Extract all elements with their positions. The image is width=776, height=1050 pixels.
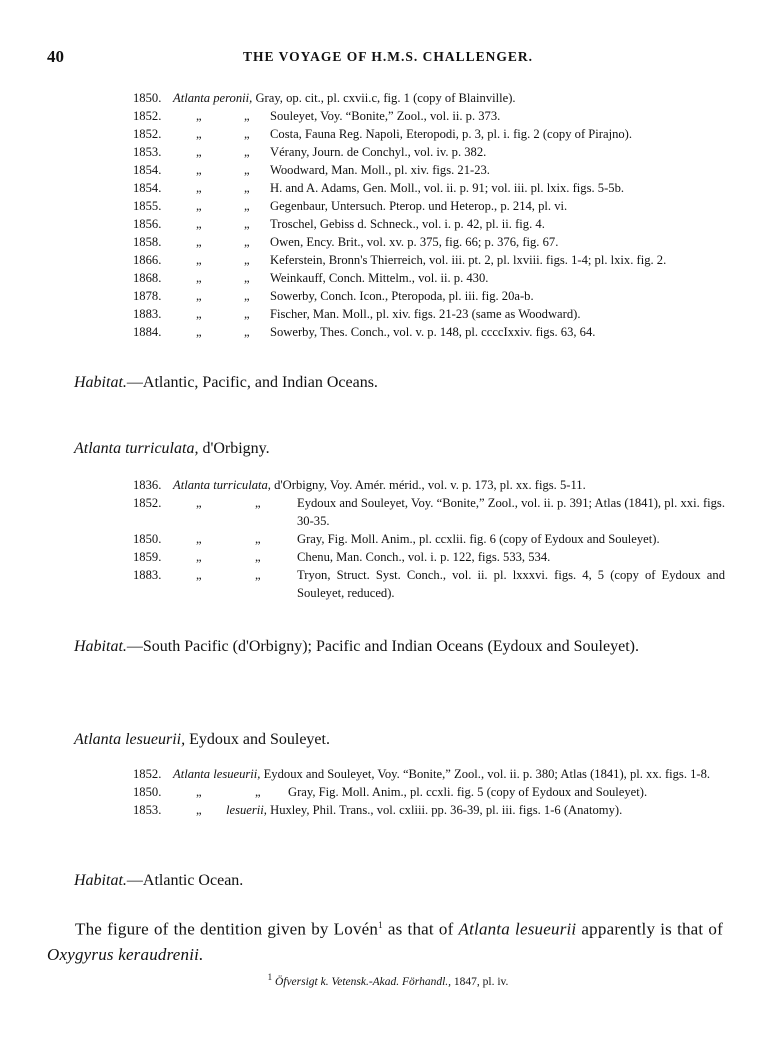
ditto-mark: „ <box>244 217 250 231</box>
ditto-mark: „ <box>196 199 202 213</box>
ref-text: Owen, Ency. Brit., vol. xv. p. 375, fig. 66; p. 376, fig. 67. <box>270 235 559 249</box>
ditto-mark: „ <box>255 496 261 510</box>
species-name: Atlanta turriculata, <box>74 440 199 457</box>
ref-text: Eydoux and Souleyet, Voy. “Bonite,” Zool., vol. ii. p. 391; Atlas (1841), pl. xxi. figs. 30-35. <box>297 496 725 528</box>
ref-year: 1850. <box>133 785 162 799</box>
ditto-mark: „ <box>196 235 202 249</box>
ref-entry <box>133 548 725 566</box>
ref-year: 1852. <box>133 496 162 510</box>
ditto-mark: „ <box>244 109 250 123</box>
ref-entry <box>133 251 725 269</box>
note-species: Oxygyrus keraudrenii. <box>47 944 204 964</box>
footnote-source: Öfversigt k. Vetensk.-Akad. Förhandl., <box>274 975 452 988</box>
ditto-mark: „ <box>244 127 250 141</box>
ref-entry <box>133 89 725 107</box>
ditto-mark: „ <box>196 109 202 123</box>
ref-text: Huxley, Phil. Trans., vol. cxliii. pp. 36-39, pl. iii. figs. 1-6 (Anatomy). <box>270 803 623 817</box>
ref-text: Sowerby, Conch. Icon., Pteropoda, pl. iii. fig. 20a-b. <box>270 289 534 303</box>
ditto-mark: „ <box>196 289 202 303</box>
ref-text: Gray, op. cit., pl. cxvii.c, fig. 1 (copy of Blainville). <box>255 91 516 105</box>
note-text: apparently is that of <box>576 919 723 939</box>
ref-entry <box>133 476 725 494</box>
ref-year: 1883. <box>133 568 162 582</box>
ref-entry <box>133 161 725 179</box>
ref-entry <box>133 323 725 341</box>
ditto-mark: „ <box>196 253 202 267</box>
ditto-mark: „ <box>244 289 250 303</box>
ref-year: 1878. <box>133 289 162 303</box>
ditto-mark: „ <box>244 307 250 321</box>
species-author: d'Orbigny. <box>198 440 270 457</box>
habitat-label: Habitat. <box>74 638 127 655</box>
ref-text: Woodward, Man. Moll., pl. xiv. figs. 21-23. <box>270 163 490 177</box>
ditto-mark: „ <box>196 163 202 177</box>
ref-entry <box>133 305 725 323</box>
habitat-text: —Atlantic Ocean. <box>126 872 244 889</box>
habitat-label: Habitat. <box>74 374 127 391</box>
ref-year: 1868. <box>133 271 162 285</box>
page-number: 40 <box>47 47 64 66</box>
running-title: THE VOYAGE OF H.M.S. CHALLENGER. <box>242 49 534 64</box>
note-species: Atlanta lesueurii <box>458 919 577 939</box>
ditto-mark: „ <box>196 532 202 546</box>
habitat-text: —South Pacific (d'Orbigny); Pacific and Indian Oceans (Eydoux and Souleyet). <box>126 638 639 655</box>
ref-year: 1883. <box>133 307 162 321</box>
ref-entry <box>133 287 725 305</box>
ditto-mark: „ <box>244 199 250 213</box>
ref-entry <box>133 107 725 125</box>
ref-text: Vérany, Journ. de Conchyl., vol. iv. p. 382. <box>270 145 487 159</box>
ditto-mark: „ <box>255 550 261 564</box>
ref-entry <box>133 765 725 783</box>
ditto-mark: „ <box>244 163 250 177</box>
ref-year: 1853. <box>133 803 162 817</box>
footnote-marker: 1 <box>378 920 383 930</box>
habitat-lesueurii <box>74 868 724 894</box>
ref-year: 1850. <box>133 91 162 105</box>
ref-text: Weinkauff, Conch. Mittelm., vol. ii. p. 430. <box>270 271 489 285</box>
ref-entry <box>133 801 725 819</box>
ref-species-name: Atlanta turriculata, <box>173 478 271 492</box>
ref-species-name: Atlanta lesueurii, <box>173 767 261 781</box>
ref-entry <box>133 143 725 161</box>
ditto-mark: „ <box>244 145 250 159</box>
ref-year: 1884. <box>133 325 162 339</box>
ref-text: Sowerby, Thes. Conch., vol. v. p. 148, pl. ccccIxxiv. figs. 63, 64. <box>270 325 596 339</box>
ref-entry <box>133 566 725 602</box>
species-name: Atlanta lesueurii, <box>74 731 186 748</box>
ref-text: Souleyet, Voy. “Bonite,” Zool., vol. ii. p. 373. <box>270 109 501 123</box>
ref-text: Keferstein, Bronn's Thierreich, vol. iii. pt. 2, pl. lxviii. figs. 1-4; pl. lxix. fig. 2. <box>270 253 667 267</box>
ref-year: 1858. <box>133 235 162 249</box>
ref-entry <box>133 179 725 197</box>
ditto-mark: „ <box>244 325 250 339</box>
ref-entry <box>133 197 725 215</box>
ditto-mark: „ <box>196 307 202 321</box>
ditto-mark: „ <box>196 568 202 582</box>
ref-text: Fischer, Man. Moll., pl. xiv. figs. 21-23 (same as Woodward). <box>270 307 581 321</box>
ref-entry <box>133 494 725 530</box>
footnote-text: 1847, pl. iv. <box>451 975 509 988</box>
ref-text: Gray, Fig. Moll. Anim., pl. ccxli. fig. 5 (copy of Eydoux and Souleyet). <box>288 785 648 799</box>
ref-text: Chenu, Man. Conch., vol. i. p. 122, figs. 533, 534. <box>297 550 551 564</box>
habitat-peronii <box>74 370 724 396</box>
ref-text: Gray, Fig. Moll. Anim., pl. ccxlii. fig. 6 (copy of Eydoux and Souleyet). <box>297 532 660 546</box>
ref-entry <box>133 530 725 548</box>
ref-year: 1836. <box>133 478 162 492</box>
ref-year: 1850. <box>133 532 162 546</box>
ref-text: Gegenbaur, Untersuch. Pterop. und Heterop., p. 214, pl. vi. <box>270 199 568 213</box>
reference-list-peronii <box>133 89 725 341</box>
ditto-mark: „ <box>196 785 202 799</box>
ref-year: 1854. <box>133 181 162 195</box>
ref-year: 1852. <box>133 127 162 141</box>
ref-year: 1856. <box>133 217 162 231</box>
ref-year: 1852. <box>133 767 162 781</box>
ref-text: d'Orbigny, Voy. Amér. mérid., vol. v. p. 173, pl. xx. figs. 5-11. <box>274 478 586 492</box>
ref-text: Costa, Fauna Reg. Napoli, Eteropodi, p. 3, pl. i. fig. 2 (copy of Pirajno). <box>270 127 633 141</box>
ditto-mark: „ <box>196 496 202 510</box>
habitat-label: Habitat. <box>74 872 127 889</box>
ditto-mark: „ <box>196 127 202 141</box>
ditto-mark: „ <box>244 271 250 285</box>
ditto-mark: „ <box>244 235 250 249</box>
dentition-note <box>47 913 723 967</box>
ref-text: Tryon, Struct. Syst. Conch., vol. ii. pl. lxxxvi. figs. 4, 5 (copy of Eydoux and Souleyet, reduced). <box>297 568 725 600</box>
ref-species-name: lesuerii, <box>226 803 267 817</box>
ditto-mark: „ <box>196 271 202 285</box>
ditto-mark: „ <box>196 803 202 817</box>
ditto-mark: „ <box>244 181 250 195</box>
reference-list-lesueurii <box>133 765 725 819</box>
ref-entry <box>133 125 725 143</box>
ref-text: Troschel, Gebiss d. Schneck., vol. i. p. 42, pl. ii. fig. 4. <box>270 217 545 231</box>
ditto-mark: „ <box>255 532 261 546</box>
ref-entry <box>133 215 725 233</box>
ref-entry <box>133 233 725 251</box>
ditto-mark: „ <box>196 145 202 159</box>
ditto-mark: „ <box>196 550 202 564</box>
ditto-mark: „ <box>244 253 250 267</box>
ref-year: 1854. <box>133 163 162 177</box>
species-heading-lesueurii <box>74 731 330 749</box>
ref-entry <box>133 269 725 287</box>
ref-year: 1852. <box>133 109 162 123</box>
note-text: as that of <box>382 919 459 939</box>
ref-text: H. and A. Adams, Gen. Moll., vol. ii. p. 91; vol. iii. pl. lxix. figs. 5-5b. <box>270 181 625 195</box>
note-text: The figure of the dentition given by Lovén <box>75 919 379 939</box>
species-heading-turriculata <box>74 440 270 458</box>
ditto-mark: „ <box>255 568 261 582</box>
species-author: Eydoux and Souleyet. <box>185 731 330 748</box>
ref-species-name: Atlanta peronii, <box>173 91 253 105</box>
ref-entry <box>133 783 725 801</box>
ditto-mark: „ <box>196 217 202 231</box>
footnote-number: 1 <box>267 972 273 982</box>
ref-year: 1855. <box>133 199 162 213</box>
habitat-text: —Atlantic, Pacific, and Indian Oceans. <box>126 374 378 391</box>
ditto-mark: „ <box>196 325 202 339</box>
reference-list-turriculata <box>133 476 725 602</box>
footnote <box>0 972 776 988</box>
habitat-turriculata <box>47 634 723 660</box>
ditto-mark: „ <box>196 181 202 195</box>
ditto-mark: „ <box>255 785 261 799</box>
ref-text: Eydoux and Souleyet, Voy. “Bonite,” Zool., vol. ii. p. 380; Atlas (1841), pl. xx. figs. 1-8. <box>263 767 711 781</box>
ref-year: 1853. <box>133 145 162 159</box>
ref-year: 1866. <box>133 253 162 267</box>
ref-year: 1859. <box>133 550 162 564</box>
